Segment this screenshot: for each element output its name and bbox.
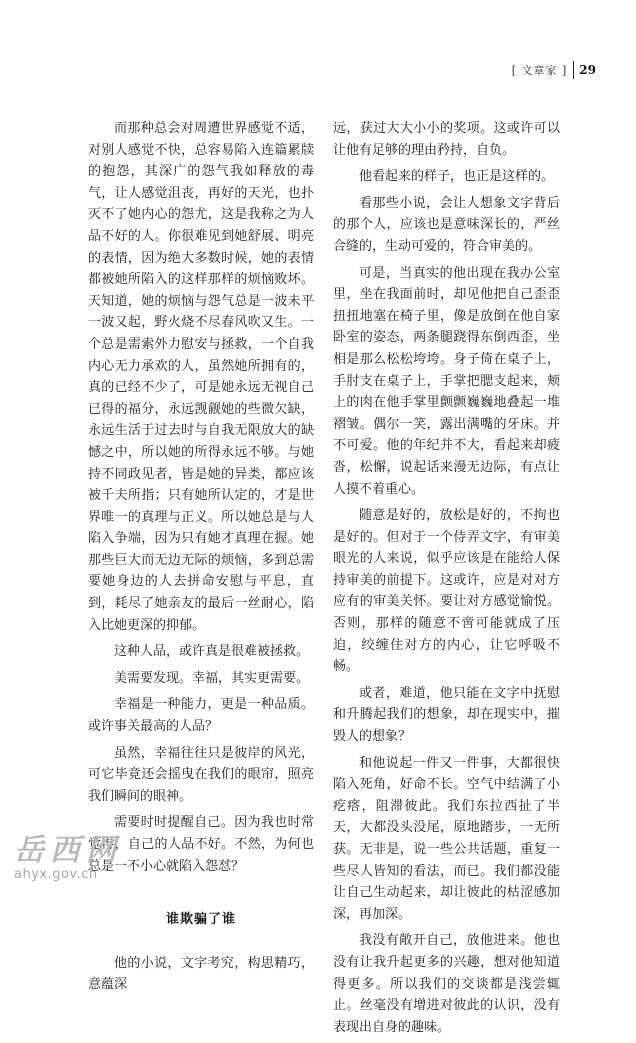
paragraph: 可是，当真实的他出现在我办公室里，坐在我面前时，却见他把自己歪歪扭扭地塞在椅子里，像是放倒在他自家卧室的姿态，两条腿跷得东倒西歪，坐相是那么松松垮垮。身子倚在桌子上，手肘支在桌子上，手掌把腮支起来，颊上的肉在他手掌里颤颤巍巍地叠起一堆褶皱。偶尔一笑，露出满嘴的牙床。并不可爱。他的年纪并不大，看起来却疲沓，松懈，说起话来漫无边际，有点让人摸不着重心。 [333, 265, 560, 497]
section-heading: 谁欺骗了谁 [165, 912, 236, 928]
paragraph: 随意是好的，放松是好的，不拘也是好的。但对于一个侍弄文字，有审美眼光的人来说，似乎应该是在能给人保持审美的前提下。这或许，应是对对方应有的审美关怀。要让对方感觉愉悦。否则，那样的随意不啻可能就成了压迫，绞缠住对方的内心，让它呼吸不畅。 [333, 508, 560, 675]
header-divider [573, 61, 574, 79]
page-number: 29 [579, 63, 596, 77]
paragraph: 他的小说，文字考究，构思精巧，意蕴深 [88, 955, 314, 993]
paragraph: 看那些小说，会让人想象文字背后的那个人，应该也是意味深长的，严丝合缝的，生动可爱的，符合审美的。 [333, 195, 560, 254]
running-header [512, 60, 596, 80]
watermark-url: ahyx.gov.cn [14, 867, 98, 882]
site-watermark [14, 835, 144, 882]
watermark-logo: 岳西网 [14, 833, 122, 868]
paragraph: 幸福是一种能力，更是一种品质。或许事关最高的人品？ [88, 697, 314, 735]
paragraph: 我没有敞开自己，放他进来。他也没有让我升起更多的兴趣，想对他知道得更多。所以我们的交谈都是浅尝辄止。丝毫没有增进对彼此的认识，没有表现出自身的趣味。 [333, 933, 560, 1035]
section-label: [ 文章家 ] [511, 64, 568, 77]
paragraph: 需要时时提醒自己。因为我也时常觉得，自己的人品不好。不然，为何也总是一不小心就陷入怨怼？ [88, 815, 314, 874]
paragraph: 这种人品，或许真是很难被拯救。 [114, 644, 310, 660]
paragraph: 或者，难道，他只能在文字中抚慰和升腾起我们的想象，却在现实中，摧毁人的想象？ [333, 685, 560, 745]
paragraph: 和他说起一件又一件事，大都很快陷入死角，好命不长。空气中结满了小疙瘩，阻滞彼此。我们东拉西扯了半天，大都没头没尾，原地踏步，一无所获。无非是，说一些公共话题，重复一些尽人皆知的看法，而已。我们都没能让自己生动起来，却让彼此的枯涩感加深，再加深。 [333, 755, 560, 922]
paragraph: 他看起来的样子，也正是这样的。 [359, 169, 555, 185]
right-column [333, 118, 560, 1043]
paragraph: 虽然，幸福往往只是彼岸的风光，可它毕竟还会摇曳在我们的眼帘，照亮我们瞬间的眼神。 [88, 745, 314, 804]
paragraph: 而那种总会对周遭世界感觉不适，对别人感觉不快，总容易陷入连篇累牍的抱怨，其深广的怨气我如释放的毒气，让人感觉沮丧，再好的天光，也扑灭不了她内心的怨尤，这是我称之为人品不好的人。你很难见到她舒展、明亮的表情，因为绝大多数时候，她的表情都被她所陷入的这样那样的烦恼败坏。天知道，她的烦恼与怨气总是一波未平一波又起，野火烧不尽春风吹又生。一个总是需索外力慰安与拯救，一个自我内心无力承欢的人，虽然她所拥有的，真的已经不少了，可是她永远无视自己已得的福分，永远觊觎她的些微欠缺，永远生活于过去时与自我无限放大的缺憾之中，所以她的所得永远不够。与她持不同政见者，皆是她的异类，都应该被千夫所指；只有她所认定的，才是世界唯一的真理与正义。所以她总是与人陷入争端，因为只有她才真理在握。她那些巨大而无边无际的烦恼，多到总需要她身边的人去拼命安慰与平息，直到，耗尽了她亲友的最后一丝耐心，陷入比她更深的抑郁。 [88, 121, 314, 633]
paragraph-continued: 远，获过大大小小的奖项。这或许可以让他有足够的理由矜持，自负。 [333, 121, 560, 158]
paragraph: 美需要发现。幸福，其实更需要。 [114, 670, 310, 686]
